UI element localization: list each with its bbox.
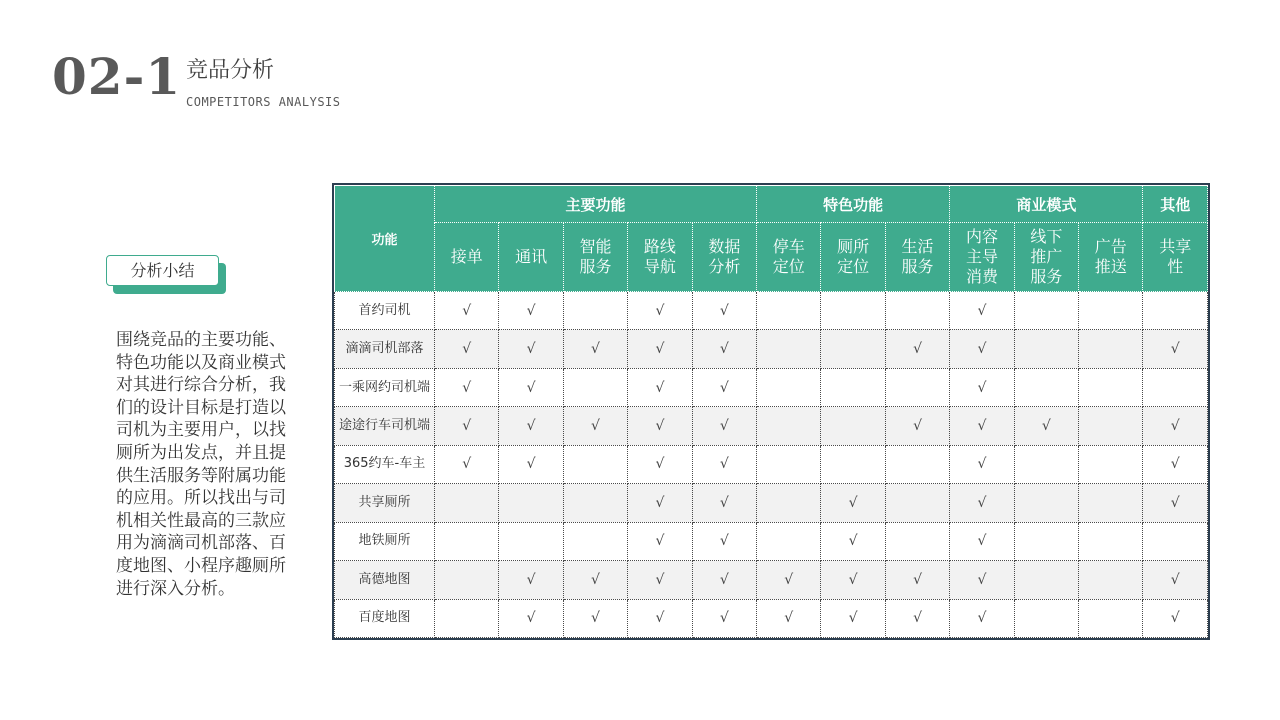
table-row [335, 484, 1208, 522]
check-cell: √ [885, 561, 949, 599]
column-header-line: 接单 [450, 247, 483, 266]
competitor-table [332, 183, 1210, 640]
row-label: 共享厕所 [335, 484, 435, 522]
table-row [335, 368, 1208, 406]
check-cell: √ [821, 599, 885, 638]
empty-cell [757, 368, 821, 406]
empty-cell [885, 484, 949, 522]
empty-cell [435, 599, 499, 638]
check-cell: √ [435, 368, 499, 406]
check-cell: √ [950, 522, 1014, 560]
empty-cell [757, 330, 821, 368]
column-header-line: 推送 [1094, 257, 1127, 276]
empty-cell [563, 484, 627, 522]
empty-cell [563, 522, 627, 560]
check-cell: √ [757, 561, 821, 599]
column-header-line: 通讯 [515, 247, 548, 266]
check-cell: √ [628, 292, 692, 330]
check-cell: √ [499, 561, 563, 599]
table-row [335, 407, 1208, 445]
column-header-line: 停车 [772, 237, 805, 256]
check-cell: √ [950, 407, 1014, 445]
empty-cell [821, 445, 885, 483]
check-cell: √ [563, 407, 627, 445]
check-cell: √ [435, 407, 499, 445]
column-header-line: 广告 [1094, 237, 1127, 256]
empty-cell [757, 484, 821, 522]
check-cell: √ [499, 599, 563, 638]
check-cell: √ [821, 484, 885, 522]
empty-cell [821, 292, 885, 330]
check-cell: √ [628, 484, 692, 522]
section-number: 02-1 [52, 47, 182, 106]
empty-cell [435, 484, 499, 522]
empty-cell [1014, 292, 1078, 330]
column-header-line: 定位 [772, 257, 805, 276]
page-title: 竞品分析 [186, 58, 275, 83]
column-header-line: 推广 [1030, 247, 1063, 266]
empty-cell [1079, 599, 1143, 638]
empty-cell [757, 292, 821, 330]
column-header-line: 厕所 [837, 237, 870, 256]
table-header [335, 186, 1208, 292]
empty-cell [1079, 522, 1143, 560]
table-body [335, 292, 1208, 638]
column-header [1014, 223, 1078, 292]
table-row [335, 330, 1208, 368]
empty-cell [499, 484, 563, 522]
check-cell: √ [1143, 599, 1208, 638]
empty-cell [499, 522, 563, 560]
check-cell: √ [885, 599, 949, 638]
empty-cell [1143, 292, 1208, 330]
check-cell: √ [950, 368, 1014, 406]
empty-cell [1079, 407, 1143, 445]
check-cell: √ [1143, 407, 1208, 445]
check-cell: √ [821, 522, 885, 560]
check-cell: √ [950, 484, 1014, 522]
column-header [563, 223, 627, 292]
row-label: 途途行车司机端 [335, 407, 435, 445]
summary-label: 分析小结 [106, 255, 219, 286]
table-row [335, 561, 1208, 599]
row-label: 高德地图 [335, 561, 435, 599]
column-header-line: 消费 [965, 267, 998, 286]
column-header-line: 线下 [1030, 227, 1063, 246]
empty-cell [1014, 445, 1078, 483]
empty-cell [885, 292, 949, 330]
check-cell: √ [1143, 561, 1208, 599]
empty-cell [1143, 522, 1208, 560]
column-header-line: 定位 [837, 257, 870, 276]
check-cell: √ [435, 330, 499, 368]
column-header [1079, 223, 1143, 292]
column-header-line: 服务 [901, 257, 934, 276]
check-cell: √ [1143, 445, 1208, 483]
check-cell: √ [499, 292, 563, 330]
column-header-line: 服务 [579, 257, 612, 276]
empty-cell [1079, 292, 1143, 330]
empty-cell [1079, 445, 1143, 483]
column-header [499, 223, 563, 292]
check-cell: √ [950, 561, 1014, 599]
check-cell: √ [950, 599, 1014, 638]
empty-cell [1014, 561, 1078, 599]
check-cell: √ [692, 484, 756, 522]
check-cell: √ [435, 445, 499, 483]
empty-cell [1014, 368, 1078, 406]
empty-cell [757, 445, 821, 483]
column-header-line: 性 [1167, 257, 1184, 276]
check-cell: √ [692, 330, 756, 368]
group-header: 商业模式 [950, 186, 1143, 223]
empty-cell [563, 368, 627, 406]
check-cell: √ [950, 330, 1014, 368]
check-cell: √ [692, 292, 756, 330]
column-header-line: 主导 [965, 247, 998, 266]
column-header [435, 223, 499, 292]
check-cell: √ [1143, 484, 1208, 522]
column-header [628, 223, 692, 292]
empty-cell [1014, 599, 1078, 638]
empty-cell [1014, 522, 1078, 560]
empty-cell [1079, 484, 1143, 522]
table-row [335, 599, 1208, 638]
column-header [950, 223, 1014, 292]
check-cell: √ [499, 330, 563, 368]
table-row [335, 445, 1208, 483]
column-header [885, 223, 949, 292]
row-label: 地铁厕所 [335, 522, 435, 560]
column-header [821, 223, 885, 292]
check-cell: √ [692, 561, 756, 599]
check-cell: √ [692, 368, 756, 406]
check-cell: √ [692, 407, 756, 445]
empty-cell [821, 368, 885, 406]
empty-cell [563, 292, 627, 330]
header-corner: 功能 [335, 186, 435, 292]
column-header [692, 223, 756, 292]
column-header-line: 数据 [708, 237, 741, 256]
column-header-line: 路线 [643, 237, 676, 256]
check-cell: √ [628, 407, 692, 445]
row-label: 365约车-车主 [335, 445, 435, 483]
column-header-line: 服务 [1030, 267, 1063, 286]
check-cell: √ [435, 292, 499, 330]
empty-cell [885, 445, 949, 483]
group-header: 特色功能 [757, 186, 950, 223]
check-cell: √ [628, 599, 692, 638]
empty-cell [1014, 330, 1078, 368]
check-cell: √ [628, 522, 692, 560]
empty-cell [1079, 330, 1143, 368]
check-cell: √ [563, 599, 627, 638]
empty-cell [1079, 368, 1143, 406]
check-cell: √ [628, 561, 692, 599]
empty-cell [435, 561, 499, 599]
row-label: 滴滴司机部落 [335, 330, 435, 368]
check-cell: √ [499, 407, 563, 445]
check-cell: √ [628, 445, 692, 483]
check-cell: √ [692, 599, 756, 638]
check-cell: √ [885, 407, 949, 445]
column-header-line: 智能 [579, 237, 612, 256]
empty-cell [1079, 561, 1143, 599]
group-header: 其他 [1143, 186, 1208, 223]
group-header: 主要功能 [435, 186, 757, 223]
check-cell: √ [1143, 330, 1208, 368]
empty-cell [1143, 368, 1208, 406]
summary-badge [106, 255, 226, 295]
check-cell: √ [757, 599, 821, 638]
column-header-line: 内容 [965, 227, 998, 246]
summary-text: 围绕竞品的主要功能、特色功能以及商业模式对其进行综合分析，我们的设计目标是打造以司机为主要用户，以找厕所为出发点，并且提供生活服务等附属功能的应用。所以找出与司机相关性最高的三款应用为滴滴司机部落、百度地图、小程序趣厕所进行深入分析。 [116, 330, 286, 599]
row-label: 一乘网约司机端 [335, 368, 435, 406]
check-cell: √ [628, 368, 692, 406]
empty-cell [821, 407, 885, 445]
empty-cell [885, 368, 949, 406]
check-cell: √ [885, 330, 949, 368]
empty-cell [1014, 484, 1078, 522]
empty-cell [885, 522, 949, 560]
check-cell: √ [1014, 407, 1078, 445]
column-header-line: 分析 [708, 257, 741, 276]
check-cell: √ [950, 292, 1014, 330]
empty-cell [757, 522, 821, 560]
empty-cell [757, 407, 821, 445]
table-row [335, 522, 1208, 560]
row-label: 首约司机 [335, 292, 435, 330]
check-cell: √ [563, 561, 627, 599]
column-header-line: 导航 [643, 257, 676, 276]
check-cell: √ [628, 330, 692, 368]
empty-cell [435, 522, 499, 560]
column-header [1143, 223, 1208, 292]
row-label: 百度地图 [335, 599, 435, 638]
empty-cell [563, 445, 627, 483]
column-header-line: 共享 [1159, 237, 1192, 256]
check-cell: √ [499, 368, 563, 406]
check-cell: √ [563, 330, 627, 368]
check-cell: √ [692, 445, 756, 483]
check-cell: √ [821, 561, 885, 599]
page-subtitle: COMPETITORS ANALYSIS [186, 95, 341, 109]
column-header-line: 生活 [901, 237, 934, 256]
table-row [335, 292, 1208, 330]
check-cell: √ [950, 445, 1014, 483]
check-cell: √ [499, 445, 563, 483]
empty-cell [821, 330, 885, 368]
column-header [757, 223, 821, 292]
check-cell: √ [692, 522, 756, 560]
